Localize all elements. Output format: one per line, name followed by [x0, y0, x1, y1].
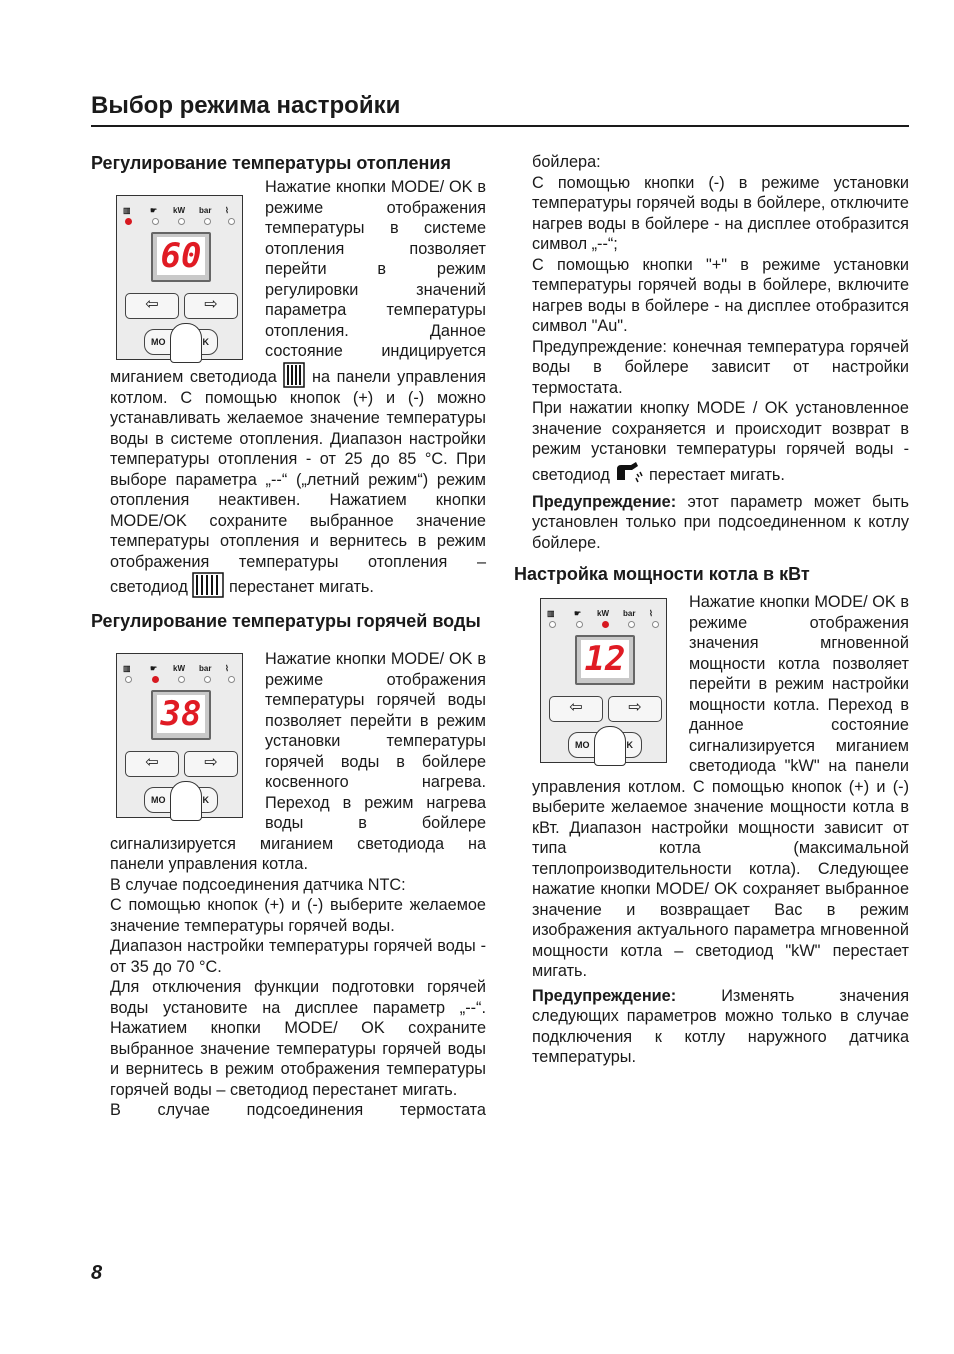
radiator-icon: [283, 362, 305, 388]
section2-cont-p5a: При нажатии кнопку MODE / OK установленное значение сохраняется и происходит возврат в режим установки температуры горячей воды - светодиод: [532, 399, 909, 484]
kw-label: kW: [597, 609, 609, 618]
section1-text-a: Нажатие кнопки MODE/ OK в режиме отображения температуры в системе отопления позволяет перейти в режим регулировки значений параметра температуры отопления. Данное состояние индицируется миганием светодиода: [110, 178, 486, 386]
led-bar: [204, 676, 211, 683]
led-radiator: [549, 621, 556, 628]
minus-button[interactable]: ⇦: [125, 293, 179, 319]
led-kw: [178, 218, 185, 225]
led-thermo: [228, 676, 235, 683]
title-rule: [91, 125, 909, 127]
minus-button[interactable]: ⇦: [125, 751, 179, 777]
section1-text-c: перестанет мигать.: [228, 578, 374, 596]
section2-p1: Нажатие кнопки MODE/ OK в режиме отображения температуры горячей воды позволяет перейти в режим установки температуры горячей воды в бойлере косвенного нагрева. Переход в режим нагрева воды в бойлере сигнализируется миганием светодиода на панели управления котла.: [110, 650, 486, 873]
right-column: [514, 152, 910, 1068]
plus-button[interactable]: ⇨: [184, 293, 238, 319]
control-panel-figure-heating: [116, 195, 245, 360]
radiator-icon: ▥: [547, 609, 555, 618]
led-radiator: [125, 676, 132, 683]
warning-text: Изменять значения следующих параметров можно только в случае подключения к котлу наружного датчика температуры.: [532, 986, 910, 1066]
plus-button[interactable]: ⇨: [608, 696, 662, 722]
warning-label: Предупреждение:: [532, 986, 677, 1005]
section1-text-b: на панели управления котлом. С помощью кнопок (+) и (-) можно устанавливать желаемое значение температуры воды в системе отопления. Диапазон настройки температуры отопления - от 25 до 85 °C. При выборе параметра „--“ („летний режим“) режим отопления неактивен. Нажатием кнопки MODE/OK сохраните выбранное значение температуры отопления и вернитесь в режим отображения температуры отопления – светодиод: [110, 367, 486, 596]
display: [575, 635, 635, 685]
display: [151, 690, 211, 740]
control-panel: [540, 598, 667, 763]
section2-cont-p5b: перестает мигать.: [648, 465, 785, 484]
water-tap-icon: ☛: [574, 609, 582, 618]
display-value: 12: [581, 640, 629, 678]
mode-label-right: K: [202, 337, 209, 347]
finger-icon: [170, 323, 202, 363]
section3-p1: Нажатие кнопки MODE/ OK в режиме отображения значения мгновенной мощности котла позволяет перейти в режим настройки мощности котла. Переход в данное состояние сигнализируется миганием светодиода "kW" на панели управления котлом. С помощью кнопок (+) и (-) выберите желаемое значение мощности котла в кВт. Диапазон настройки мощности зависит от типа котла (максимальной теплопроизводительности котла). Следующее нажатие кнопки MODE/ OK сохраняет выбранное значение и возвращает Вас в режим изображения актуального параметра мгновенной мощности котла – светодиод "kW" перестает мигать.: [532, 593, 909, 980]
control-panel-figure-dhw: [116, 653, 245, 818]
control-panel-figure-power: [540, 598, 669, 763]
water-tap-icon: ☛: [150, 664, 158, 673]
led-thermo: [652, 621, 659, 628]
control-panel: [116, 653, 243, 818]
water-tap-icon: [614, 460, 644, 486]
minus-button[interactable]: ⇦: [549, 696, 603, 722]
water-tap-icon: ☛: [150, 206, 158, 215]
mode-label-left: MO: [575, 740, 590, 750]
section2-heading: Регулирование температуры горячей воды: [91, 611, 481, 631]
section2-p6: В случае подсоединения термостата: [110, 1101, 486, 1119]
led-bar: [628, 621, 635, 628]
plus-button[interactable]: ⇨: [184, 751, 238, 777]
left-column: [91, 152, 486, 1121]
page-title: Выбор режима настройки: [91, 92, 401, 119]
radiator-icon: ▥: [123, 664, 131, 673]
bar-label: bar: [623, 609, 636, 618]
led-kw: [178, 676, 185, 683]
section2-cont-p1: бойлера:: [532, 153, 601, 171]
section2-cont-p2: С помощью кнопки (-) в режиме установки температуры горячей воды в бойлере, отключите нагрев воды в бойлере - на дисплее отобразится символ „--“;: [532, 173, 909, 253]
led-radiator: [125, 218, 132, 225]
radiator-icon: [192, 572, 224, 598]
mode-label-right: K: [626, 740, 633, 750]
led-tap: [152, 218, 159, 225]
thermometer-icon: ⌇: [225, 664, 229, 673]
thermometer-icon: ⌇: [225, 206, 229, 215]
page-number: 8: [91, 1262, 103, 1284]
led-tap: [576, 621, 583, 628]
led-kw: [602, 621, 609, 628]
warning-label: Предупреждение:: [532, 492, 677, 511]
led-thermo: [228, 218, 235, 225]
display-value: 38: [157, 695, 205, 733]
section3-heading: Настройка мощности котла в кВт: [514, 564, 810, 584]
bar-label: bar: [199, 664, 212, 673]
section2-p2: В случае подсоединения датчика NTC:: [110, 875, 406, 894]
finger-icon: [594, 726, 626, 766]
display-value: 60: [157, 237, 205, 275]
kw-label: kW: [173, 664, 185, 673]
radiator-icon: ▥: [123, 206, 131, 215]
mode-label-left: MO: [151, 795, 166, 805]
kw-label: kW: [173, 206, 185, 215]
section1-heading: Регулирование температуры отопления: [91, 153, 451, 173]
section2-p4: Диапазон настройки температуры горячей воды - от 35 до 70 °C.: [110, 937, 486, 976]
led-tap: [152, 676, 159, 683]
finger-icon: [170, 781, 202, 821]
thermometer-icon: ⌇: [649, 609, 653, 618]
display: [151, 232, 211, 282]
section2-cont-p3: С помощью кнопки "+" в режиме установки температуры горячей воды в бойлере, включите нагрев воды в бойлере - на дисплее отобразится символ "Au".: [532, 255, 909, 335]
mode-label-right: K: [202, 795, 209, 805]
section2-cont-p4: Предупреждение: конечная температура горячей воды в бойлере зависит от настройки термостата.: [532, 337, 909, 397]
mode-label-left: MO: [151, 337, 166, 347]
bar-label: bar: [199, 206, 212, 215]
control-panel: [116, 195, 243, 360]
led-bar: [204, 218, 211, 225]
warning-text: этот параметр может быть установлен только при подсоединенном к котлу бойлере.: [532, 492, 909, 552]
section2-p3: С помощью кнопок (+) и (-) выберите желаемое значение температуры горячей воды.: [110, 896, 486, 935]
section2-p5: Для отключения функции подготовки горячей воды установите на дисплее параметр „--“. Нажатием кнопки MODE/ OK сохраните выбранное значение температуры горячей воды и вернитесь в режим отображения температуры горячей воды – светодиод перестанет мигать.: [110, 978, 486, 1099]
